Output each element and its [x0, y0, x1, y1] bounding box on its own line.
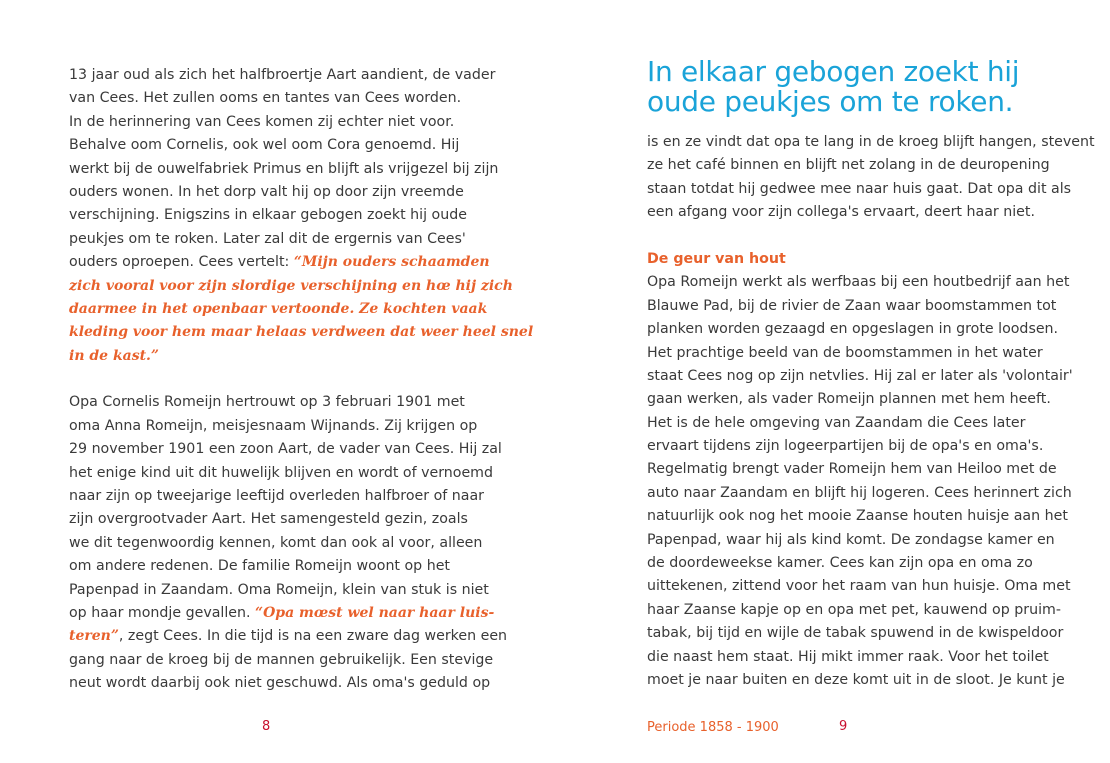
pull-quote: kleding voor hem maar helaas verdween dat weer heel snel — [69, 324, 534, 341]
pull-quote: daarmee in het openbaar vertoonde. Ze kochten vaak — [69, 300, 488, 317]
text-line: In de herinnering van Cees komen zij echter niet voor. — [69, 113, 455, 130]
pull-quote: teren” — [69, 628, 119, 645]
text-line: oma Anna Romeijn, meisjesnaam Wijnands. Zij krijgen op — [69, 417, 478, 434]
text-line: Blauwe Pad, bij de rivier de Zaan waar boomstammen tot — [647, 297, 1057, 314]
text-line: neut wordt daarbij ook niet geschuwd. Als oma's geduld op — [69, 675, 491, 692]
text-line: om andere redenen. De familie Romeijn woont op het — [69, 558, 450, 575]
text-line: Opa Romeijn werkt als werfbaas bij een houtbedrijf aan het — [647, 274, 1070, 291]
pull-headline — [647, 57, 1067, 117]
text-line: ervaart tijdens zijn logeerpartijen bij de opa's en oma's. — [647, 438, 1044, 455]
text-line: haar Zaanse kapje op en opa met pet, kauwend op pruim- — [647, 601, 1061, 618]
text-line: uittekenen, zittend voor het raam van hun huisje. Oma met — [647, 578, 1071, 595]
text-line: Papenpad, waar hij als kind komt. De zondagse kamer en — [647, 531, 1055, 548]
text-line: werkt bij de ouwelfabriek Primus en blijft als vrijgezel bij zijn — [69, 160, 499, 177]
text-line: van Cees. Het zullen ooms en tantes van Cees worden. — [69, 90, 462, 107]
right-body-text — [647, 131, 1095, 692]
left-body-text — [69, 64, 534, 696]
text-line: gaan werken, als vader Romeijn plannen met hem heeft. — [647, 391, 1051, 408]
text-line: natuurlijk ook nog het mooie Zaanse houten huisje aan het — [647, 508, 1068, 525]
text-line: zijn overgrootvader Aart. Het samengesteld gezin, zoals — [69, 511, 468, 528]
text-line: die naast hem staat. Hij mikt immer raak. Voor het toilet — [647, 648, 1049, 665]
text-segment: , zegt Cees. In die tijd is na een zware dag werken een — [118, 628, 508, 645]
text-line: peukjes om te roken. Later zal dit de ergernis van Cees' — [69, 230, 466, 247]
text-line: we dit tegenwoordig kennen, komt dan ook al voor, alleen — [69, 534, 483, 551]
text-line: het enige kind uit dit huwelijk blijven en wordt of vernoemd — [69, 464, 494, 481]
text-line: Papenpad in Zaandam. Oma Romeijn, klein van stuk is niet — [69, 581, 489, 598]
text-line: staat Cees nog op zijn netvlies. Hij zal er later als 'volontair' — [647, 367, 1073, 384]
headline-line: In elkaar gebogen zoekt hij — [647, 55, 1020, 88]
text-line: naar zijn op tweejarige leeftijd overleden halfbroer of naar — [69, 488, 484, 505]
footer-period-label: Periode 1858 - 1900 — [647, 720, 779, 735]
text-line: ze het café binnen en blijft net zolang in de deuropening — [647, 157, 1050, 174]
text-line: 13 jaar oud als zich het halfbroertje Aart aandient, de vader — [69, 67, 496, 83]
text-segment: op haar mondje gevallen. — [69, 604, 256, 621]
text-line: tabak, bij tijd en wijle de tabak spuwend in de kwispeldoor — [647, 625, 1064, 642]
text-line — [69, 602, 495, 625]
section-subheading: De geur van hout — [647, 250, 786, 267]
pull-quote: “Mijn ouders schaamden — [293, 254, 490, 271]
pull-quote: “Opa mœst wel naar haar luis- — [255, 604, 495, 621]
text-line: Behalve oom Cornelis, ook wel oom Cora genoemd. Hij — [69, 137, 460, 154]
text-line: ouders wonen. In het dorp valt hij op door zijn vreemde — [69, 183, 464, 200]
pull-quote: zich vooral voor zijn slordige verschijning en hœ hij zich — [69, 277, 513, 294]
text-line: een afgang voor zijn collega's ervaart, deert haar niet. — [647, 204, 1035, 221]
page-number: 9 — [839, 719, 848, 734]
text-line: Opa Cornelis Romeijn hertrouwt op 3 februari 1901 met — [69, 394, 465, 411]
text-line: Regelmatig brengt vader Romeijn hem van Heiloo met de — [647, 461, 1057, 478]
text-line: auto naar Zaandam en blijft hij logeren. Cees herinnert zich — [647, 484, 1072, 501]
text-line: 29 november 1901 een zoon Aart, de vader van Cees. Hij zal — [69, 441, 502, 458]
text-line: verschijning. Enigszins in elkaar gebogen zoekt hij oude — [69, 207, 467, 224]
quote-intro: ouders oproepen. Cees vertelt: — [69, 254, 294, 271]
text-line: staan totdat hij gedwee mee naar huis gaat. Dat opa dit als — [647, 180, 1072, 197]
paragraph-gap — [647, 225, 1047, 248]
text-line — [69, 251, 490, 274]
text-line: Het prachtige beeld van de boomstammen in het water — [647, 344, 1043, 361]
pull-quote: in de kast.” — [69, 347, 159, 364]
text-line: is en ze vindt dat opa te lang in de kroeg blijft hangen, stevent — [647, 134, 1095, 150]
headline-line: oude peukjes om te roken. — [647, 85, 1014, 118]
text-line — [69, 625, 508, 648]
text-line: planken worden gezaagd en opgeslagen in grote loodsen. — [647, 321, 1059, 338]
right-page — [555, 0, 1110, 763]
page-number: 8 — [262, 719, 271, 734]
text-line: Het is de hele omgeving van Zaandam die Cees later — [647, 414, 1026, 431]
text-line: de doordeweekse kamer. Cees kan zijn opa en oma zo — [647, 555, 1033, 572]
text-line: gang naar de kroeg bij de mannen gebruikelijk. Een stevige — [69, 651, 494, 668]
text-line: moet je naar buiten en deze komt uit in de sloot. Je kunt je — [647, 671, 1065, 688]
paragraph-gap — [69, 368, 464, 391]
